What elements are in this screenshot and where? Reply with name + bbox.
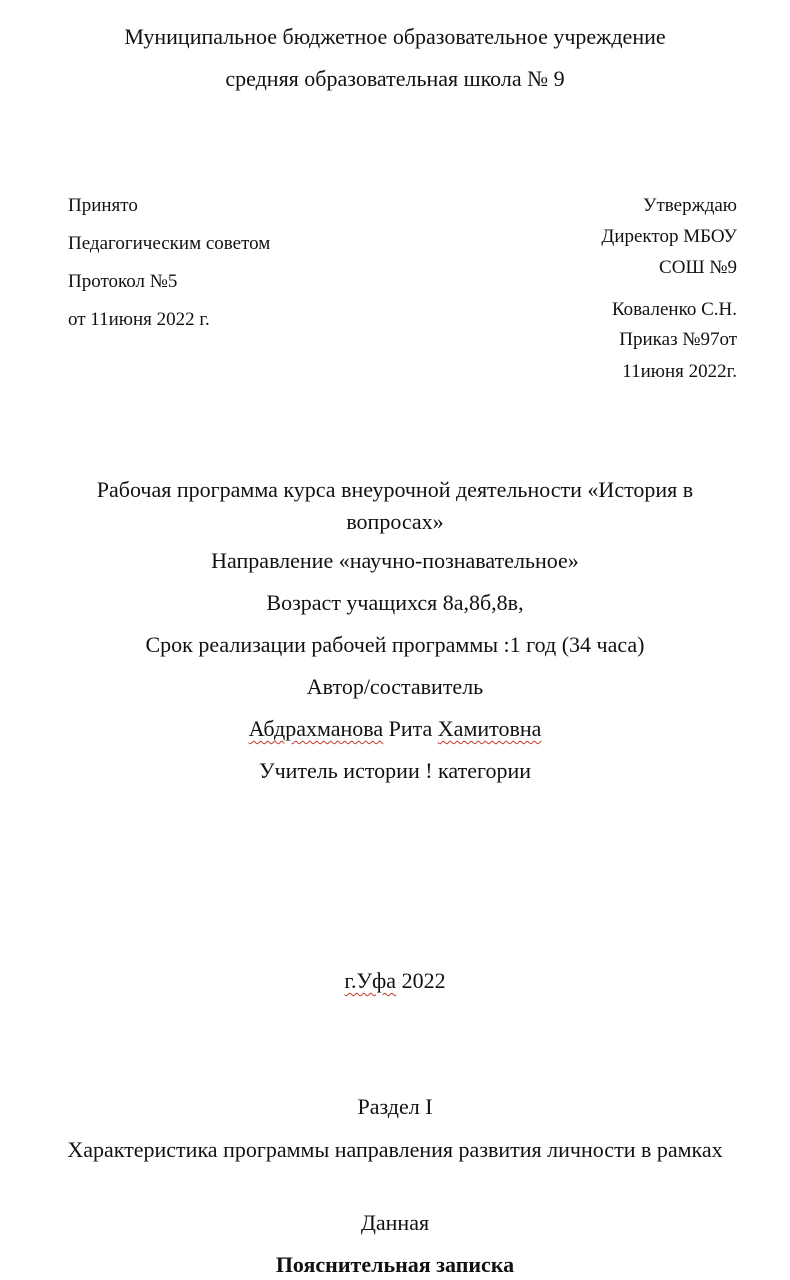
author-given-name: Рита [383, 716, 438, 741]
place-year-value: 2022 [396, 968, 446, 993]
approved-order: Приказ №97от [619, 329, 737, 350]
section-label: Раздел I [357, 1094, 433, 1119]
approved-signer: Коваленко С.Н. [611, 299, 737, 320]
explanatory-note-title: Пояснительная записка [275, 1252, 515, 1277]
program-age: Возраст учащихся 8а,8б,8в, [266, 590, 524, 615]
place-year [0, 966, 790, 996]
author-surname: Абдрахманова [248, 716, 384, 741]
section-heading: Характеристика программы направления развития личности в рамках [67, 1137, 723, 1162]
author-patronymic: Хамитовна [437, 716, 542, 741]
school-name-line-2: средняя образовательная школа № 9 [225, 66, 565, 91]
program-term: Срок реализации рабочей программы :1 год (34 часа) [145, 632, 645, 657]
program-author-label: Автор/составитель [306, 674, 484, 699]
section-sub: Данная [360, 1210, 430, 1235]
program-author-position: Учитель истории ! категории [259, 758, 531, 783]
approved-director: Директор МБОУ [601, 226, 737, 247]
accepted-date: от 11июня 2022 г. [68, 309, 210, 330]
accepted-label: Принято [68, 195, 138, 216]
school-name-line-1: Муниципальное бюджетное образовательное учреждение [124, 24, 666, 49]
approved-label: Утверждаю [643, 195, 737, 216]
program-direction: Направление «научно-познавательное» [211, 548, 579, 573]
program-title: Рабочая программа курса внеурочной деятельности «История в вопросах» [96, 477, 694, 534]
approved-date: 11июня 2022г. [622, 361, 737, 382]
place-city: г.Уфа [344, 968, 397, 993]
accepted-protocol: Протокол №5 [68, 271, 178, 292]
approved-school: СОШ №9 [659, 257, 737, 278]
accepted-council: Педагогическим советом [68, 233, 271, 254]
program-author-name [0, 714, 790, 744]
